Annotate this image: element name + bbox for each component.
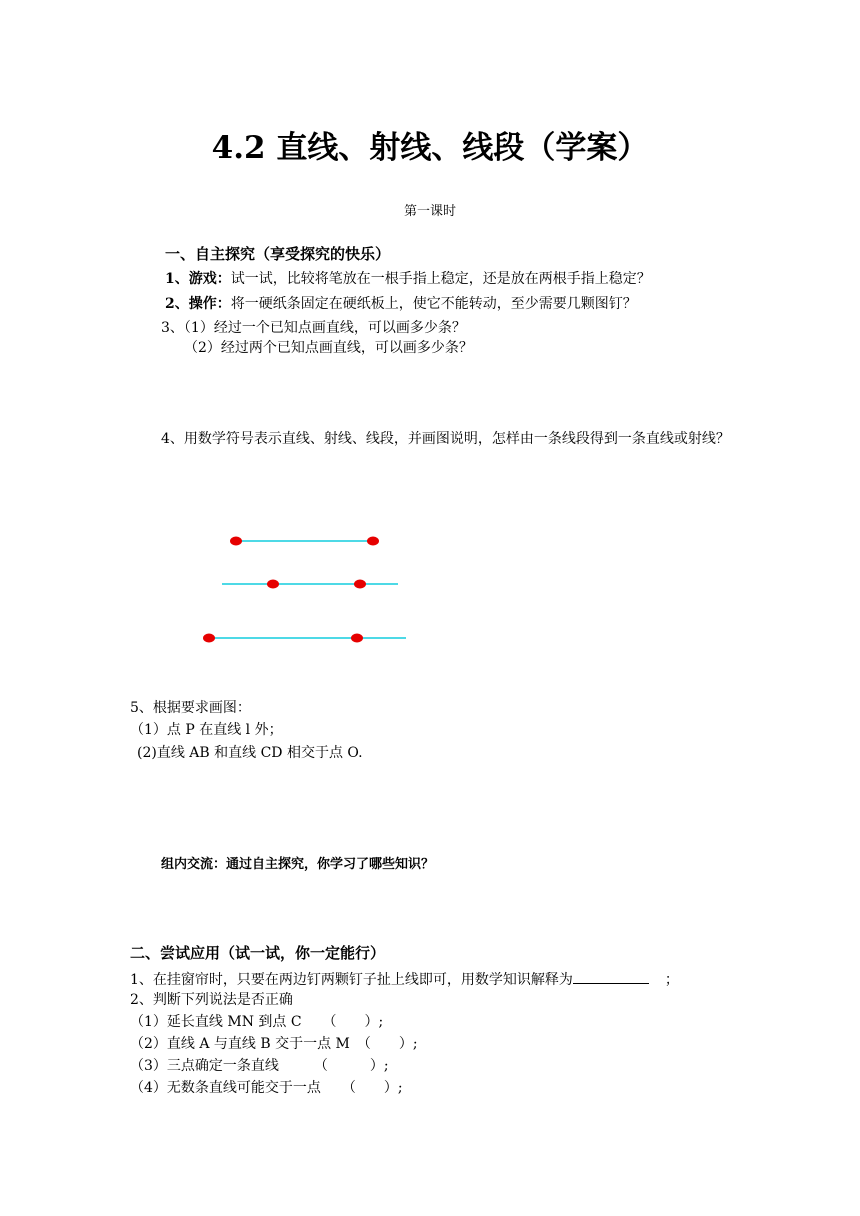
page-title: 4.2 直线、射线、线段（学案） (211, 130, 649, 166)
question-3a: 3、（1）经过一个已知点画直线，可以画多少条？ (161, 320, 466, 336)
line-point-b (354, 580, 366, 589)
segment-endpoint-a (230, 537, 242, 546)
question-5a: （1）点 P 在直线 l 外； (130, 722, 283, 738)
question-2-label: 2、操作： (165, 296, 231, 312)
question-5: 5、根据要求画图： (130, 700, 251, 716)
group-discussion: 组内交流：通过自主探究，你学习了哪些知识？ (161, 857, 435, 872)
section1-heading: 一、自主探究（享受探究的快乐） (165, 245, 391, 263)
judgement-item-1: （1）延长直线 MN 到点 C （ ）; (130, 1014, 384, 1030)
application-question-1-end: ； (664, 972, 679, 988)
question-3b: （2）经过两个已知点画直线，可以画多少条？ (184, 340, 473, 356)
question-4: 4、用数学符号表示直线、射线、线段，并画图说明，怎样由一条线段得到一条直线或射线？ (161, 431, 730, 447)
judgement-item-2: （2）直线 A 与直线 B 交于一点 M （ ）; (130, 1036, 418, 1052)
answer-blank[interactable] (573, 969, 649, 984)
line-point-a (267, 580, 279, 589)
question-2-text: 将一硬纸条固定在硬纸板上，使它不能转动，至少需要几颗图钉？ (230, 296, 637, 312)
question-1-label: 1、游戏： (165, 271, 231, 287)
question-1-text: 试一试，比较将笔放在一根手指上稳定，还是放在两根手指上稳定？ (230, 271, 651, 287)
section2-heading: 二、尝试应用（试一试，你一定能行） (130, 944, 386, 962)
application-question-1-text: 1、在挂窗帘时，只要在两边钉两颗钉子扯上线即可，用数学知识解释为 (130, 972, 573, 988)
question-5b: (2)直线 AB 和直线 CD 相交于点 O. (137, 745, 363, 761)
ray-point (351, 634, 363, 643)
application-question-1 (130, 969, 679, 989)
ray-endpoint (203, 634, 215, 643)
judgement-item-3: （3）三点确定一条直线 （ ）; (130, 1058, 389, 1074)
application-question-2: 2、判断下列说法是否正确 (130, 992, 293, 1008)
segment-endpoint-b (367, 537, 379, 546)
lesson-subtitle: 第一课时 (403, 204, 456, 219)
judgement-item-4: （4）无数条直线可能交于一点 （ ）; (130, 1080, 403, 1096)
